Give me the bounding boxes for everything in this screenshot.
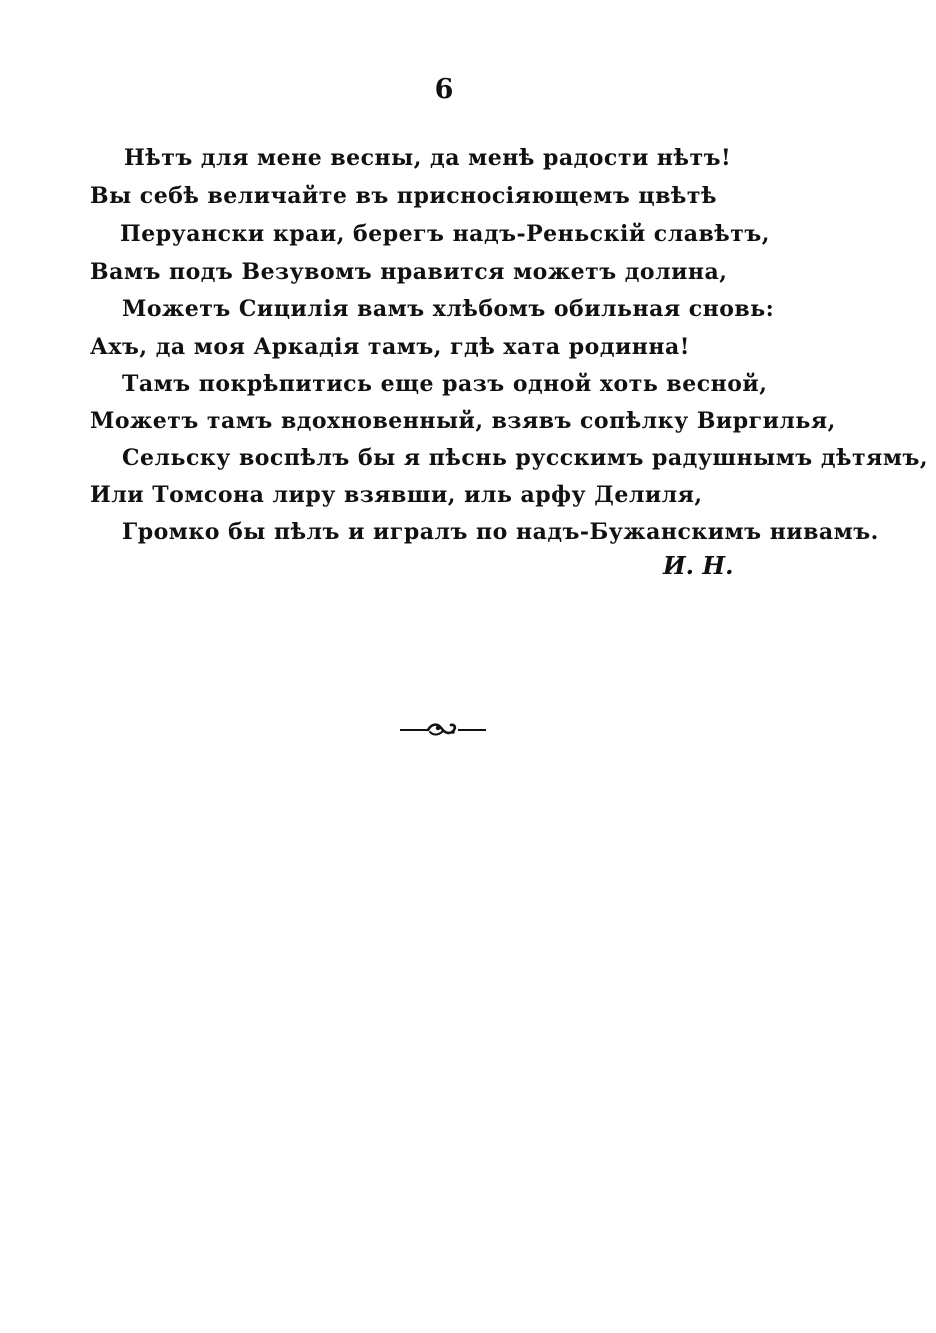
verse-line-7: Тамъ покрѣпитись еще разъ одной хоть весной, — [122, 371, 768, 397]
verse-line-6: Ахъ, да моя Аркадія тамъ, гдѣ хата родинна! — [90, 334, 690, 360]
verse-line-4: Вамъ подъ Везувомъ нравится можетъ долина, — [90, 259, 728, 285]
verse-line-5: Можетъ Сицилія вамъ хлѣбомъ обильная сновь: — [122, 296, 775, 322]
verse-line-10: Или Томсона лиру взявши, иль арфу Делиля, — [90, 482, 703, 508]
verse-line-11: Громко бы пѣлъ и игралъ по надъ-Бужанскимъ нивамъ. — [122, 519, 879, 545]
verse-line-8: Можетъ тамъ вдохновенный, взявъ сопѣлку Виргилья, — [90, 408, 836, 434]
verse-line-9: Сельску воспѣлъ бы я пѣснь русскимъ радушнымъ дѣтямъ, — [122, 445, 929, 471]
page-number: 6 — [434, 74, 454, 105]
verse-line-3: Перуански краи, берегъ надъ-Реньскій славѣтъ, — [120, 221, 770, 247]
verse-line-2: Вы себѣ величайте въ присносіяющемъ цвѣтѣ — [90, 183, 717, 209]
fleuron-divider-icon — [398, 719, 488, 741]
verse-line-1: Нѣтъ для мене весны, да менѣ радости нѣтъ! — [124, 145, 732, 171]
author-signature: И. Н. — [663, 551, 734, 580]
